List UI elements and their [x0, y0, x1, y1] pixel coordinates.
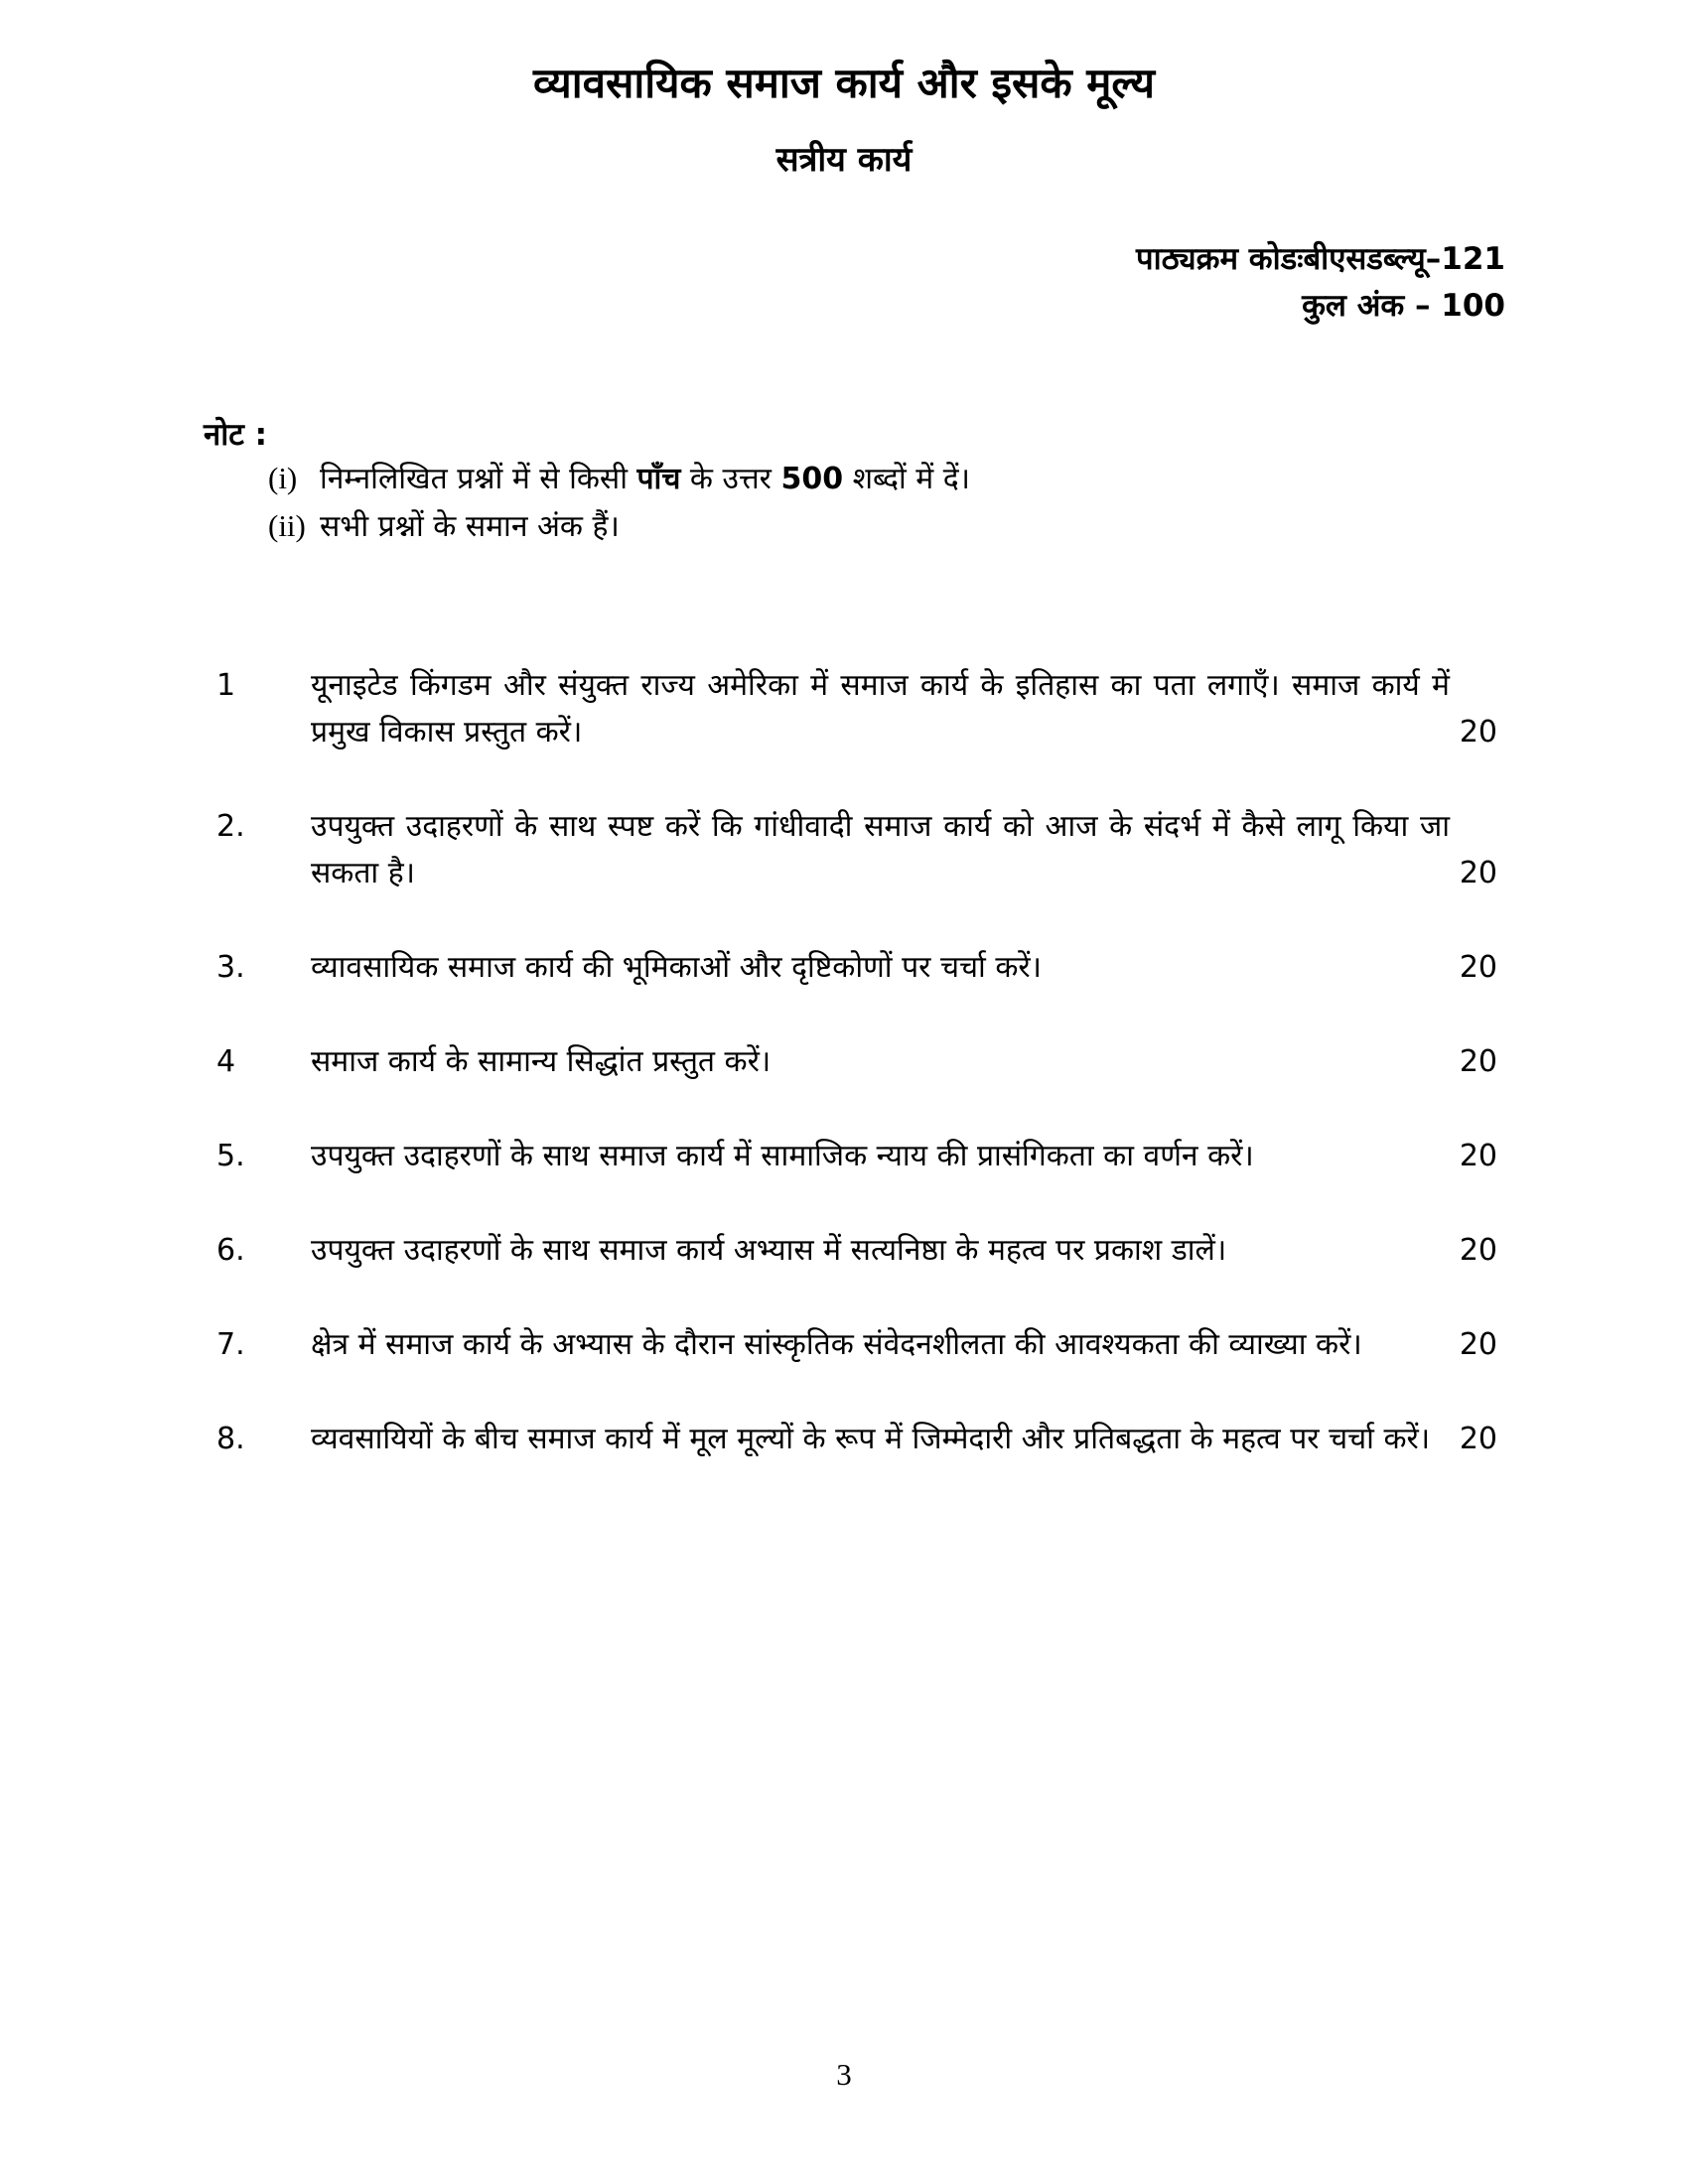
question-row-3	[216, 944, 1497, 991]
question-2-text: उपयुक्त उदाहरणों के साथ स्पष्ट करें कि गांधीवादी समाज कार्य को आज के संदर्भ में कैसे लागू किया जा सकता है।	[311, 809, 1450, 890]
question-8-number: 8.	[216, 1422, 245, 1456]
question-7-text: क्षेत्र में समाज कार्य के अभ्यास के दौरान सांस्कृतिक संवेदनशीलता की आवश्यकता की व्याख्या करें।	[311, 1327, 1362, 1362]
note-item-2	[268, 502, 1497, 550]
note-item-2-text: सभी प्रश्नों के समान अंक हैं।	[320, 509, 620, 544]
question-7-number: 7.	[216, 1327, 245, 1362]
course-code-line: पाठ्यक्रम कोडःबीएसडब्ल्यू–121	[1136, 241, 1505, 277]
question-3-number: 3.	[216, 950, 245, 985]
question-2-number: 2.	[216, 809, 245, 844]
question-row-6	[216, 1227, 1497, 1274]
question-2-marks: 20	[1459, 856, 1497, 890]
question-5-number: 5.	[216, 1139, 245, 1173]
question-3-marks: 20	[1459, 950, 1497, 985]
question-6-text: उपयुक्त उदाहरणों के साथ समाज कार्य अभ्यास में सत्यनिष्ठा के महत्व पर प्रकाश डालें।	[311, 1233, 1227, 1268]
question-row-8	[216, 1416, 1497, 1462]
note-label: नोट :	[204, 417, 268, 453]
question-5-text: उपयुक्त उदाहरणों के साथ समाज कार्य में सामाजिक न्याय की प्रासंगिकता का वर्णन करें।	[311, 1139, 1254, 1173]
question-6-number: 6.	[216, 1233, 245, 1268]
note-item-1	[268, 455, 1497, 502]
question-4-marks: 20	[1459, 1044, 1497, 1079]
note-item-1-marker: (i)	[268, 461, 298, 495]
question-1-number: 1	[216, 668, 236, 703]
question-8-text: व्यवसायियों के बीच समाज कार्य में मूल मूल्यों के रूप में जिम्मेदारी और प्रतिबद्धता के महत्व पर चर्चा करें।	[311, 1422, 1431, 1456]
question-4-number: 4	[216, 1044, 236, 1079]
page-title: व्यावसायिक समाज कार्य और इसके मूल्य	[533, 59, 1155, 107]
note-item-2-marker: (ii)	[268, 508, 306, 543]
note-item-1-bold-1: पाँच	[636, 462, 681, 496]
question-3-text: व्यावसायिक समाज कार्य की भूमिकाओं और दृष्टिकोणों पर चर्चा करें।	[311, 950, 1043, 985]
question-row-4	[216, 1038, 1497, 1085]
note-item-1-text-part-1: निम्नलिखित प्रश्नों में से किसी	[320, 462, 637, 496]
question-4-text: समाज कार्य के सामान्य सिद्धांत प्रस्तुत करें।	[311, 1044, 772, 1079]
note-item-1-text-part-3: शब्दों में दें।	[843, 462, 971, 496]
question-row-2	[216, 803, 1497, 896]
question-row-7	[216, 1321, 1497, 1368]
questions-list	[0, 662, 1688, 1462]
question-row-1	[216, 662, 1497, 755]
course-info	[0, 236, 1688, 330]
question-6-marks: 20	[1459, 1233, 1497, 1268]
page-number: 3	[836, 2057, 852, 2092]
total-marks-line: कुल अंक – 100	[1302, 288, 1505, 324]
page-subtitle: सत्रीय कार्य	[775, 140, 913, 180]
note-items	[204, 455, 1497, 550]
note-item-1-bold-2: 500	[780, 462, 844, 496]
question-1-marks: 20	[1459, 715, 1497, 750]
question-5-marks: 20	[1459, 1139, 1497, 1173]
note-section	[0, 415, 1688, 550]
note-item-1-text-part-2: के उत्तर	[680, 462, 781, 496]
question-1-text: यूनाइटेड किंगडम और संयुक्त राज्य अमेरिका में समाज कार्य के इतिहास का पता लगाएँ। समाज कार्य में प्रमुख विकास प्रस्तुत करें।	[311, 668, 1450, 750]
question-7-marks: 20	[1459, 1327, 1497, 1362]
question-8-marks: 20	[1459, 1422, 1497, 1456]
question-row-5	[216, 1133, 1497, 1179]
